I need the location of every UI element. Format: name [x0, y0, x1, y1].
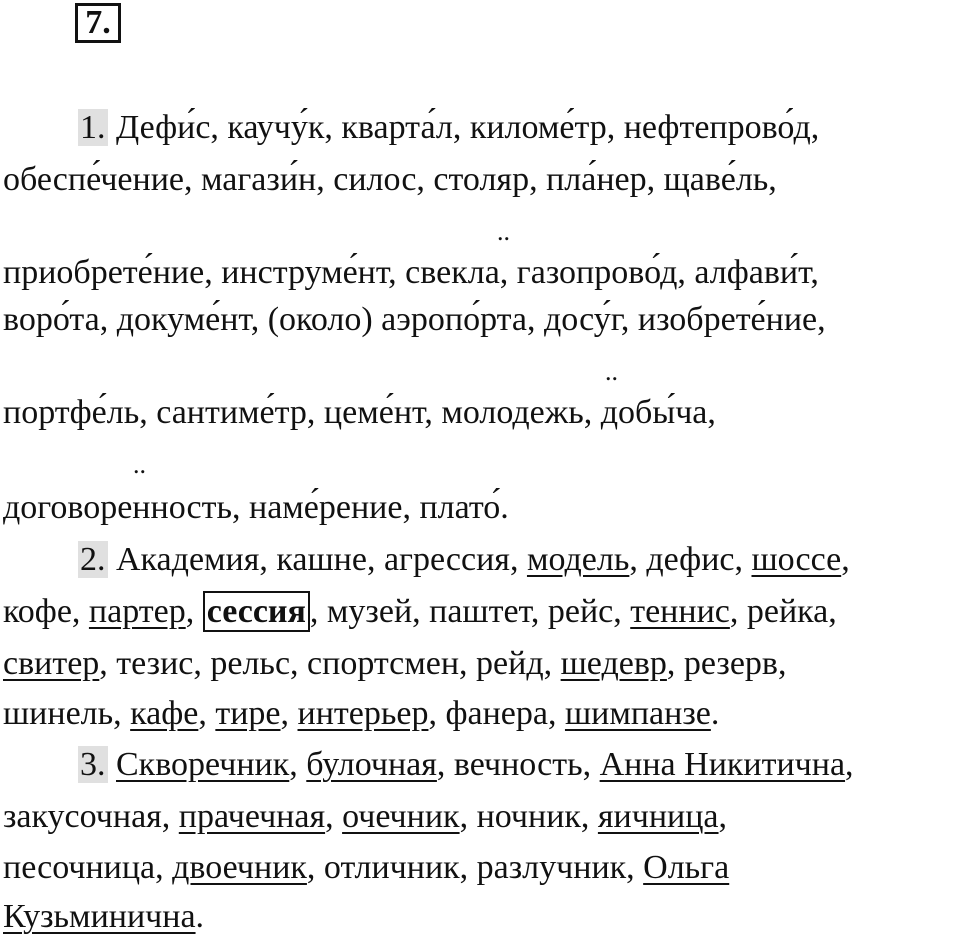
text: , фанера, [428, 695, 565, 732]
underlined-word: шоссе [751, 541, 842, 578]
underlined-word: яичница [597, 798, 719, 835]
stress-dots-3: .. [133, 450, 146, 479]
text: закусочная, [3, 798, 179, 835]
text: шинель, [3, 695, 131, 732]
text: , [841, 541, 850, 578]
underlined-word: двоечник [172, 849, 307, 886]
p2-line-2 [3, 592, 837, 632]
text: , [718, 798, 728, 835]
line-1 [78, 108, 819, 148]
text: , рейка, [729, 593, 837, 630]
text: , [325, 798, 343, 835]
underlined-word: партер [88, 593, 186, 630]
boxed-word: сессия [203, 591, 310, 632]
underlined-word: Скворечник [116, 746, 290, 783]
p3-line-2 [3, 797, 727, 837]
p3-line-1 [78, 745, 854, 785]
underlined-word: булочная [306, 746, 437, 783]
text: . [710, 695, 720, 732]
text: , резерв, [666, 645, 787, 682]
underlined-word: тире [215, 695, 281, 732]
underlined-word: прачечная [178, 798, 326, 835]
underlined-word: кафе [130, 695, 199, 732]
underlined-word: Ольга [643, 849, 730, 886]
line-1-text: Дефи́с, каучу́к, кварта́л, киломе́тр, нефтепрово́д, [116, 109, 820, 146]
line-5: портфе́ль, сантиме́тр, цеме́нт, молодежь, добы́ча, [3, 394, 716, 431]
line-3: приобрете́ние, инструме́нт, свекла, газопрово́д, алфави́т, [3, 254, 819, 291]
text: Академия, кашне, агрессия, [116, 541, 527, 578]
underlined-word: очечник [342, 798, 460, 835]
text: , [198, 695, 216, 732]
text: , [289, 746, 307, 783]
p3-line-3 [3, 848, 729, 888]
stress-dots-2: .. [605, 357, 618, 386]
text: , отличник, разлучник, [306, 849, 644, 886]
text: , вечность, [436, 746, 600, 783]
underlined-word: шедевр [560, 645, 667, 682]
text: , [280, 695, 298, 732]
task-number: 7. [75, 3, 121, 43]
line-6: договоренность, наме́рение, плато́. [3, 489, 509, 526]
text: , музей, паштет, рейс, [309, 593, 631, 630]
text: , ночник, [459, 798, 598, 835]
p2-line-1 [78, 540, 850, 580]
text: , тезис, рельс, спортсмен, рейд, [99, 645, 561, 682]
text: , [185, 593, 203, 630]
line-4: воро́та, докуме́нт, (около) аэропо́рта, досу́г, изобрете́ние, [3, 301, 826, 338]
underlined-word: Кузьминична [3, 898, 196, 935]
underlined-word: свитер [3, 645, 100, 682]
line-2: обеспе́чение, магази́н, силос, столяр, пла́нер, щаве́ль, [3, 161, 777, 198]
underlined-word: шимпанзе [564, 695, 711, 732]
text: , дефис, [629, 541, 752, 578]
text: кофе, [3, 593, 89, 630]
p3-line-4 [3, 897, 204, 937]
p2-line-4 [3, 694, 719, 734]
text: , [845, 746, 854, 783]
underlined-word: теннис [630, 593, 730, 630]
underlined-word: Анна Никитична [599, 746, 846, 783]
item-number-2: 2. [80, 541, 106, 578]
stress-dots-1: .. [497, 217, 510, 246]
text: песочница, [3, 849, 173, 886]
item-number-1: 1. [80, 109, 106, 146]
p2-line-3 [3, 644, 787, 684]
underlined-word: интерьер [297, 695, 429, 732]
item-number-3: 3. [80, 746, 106, 783]
underlined-word: модель [526, 541, 630, 578]
text: . [195, 898, 205, 935]
